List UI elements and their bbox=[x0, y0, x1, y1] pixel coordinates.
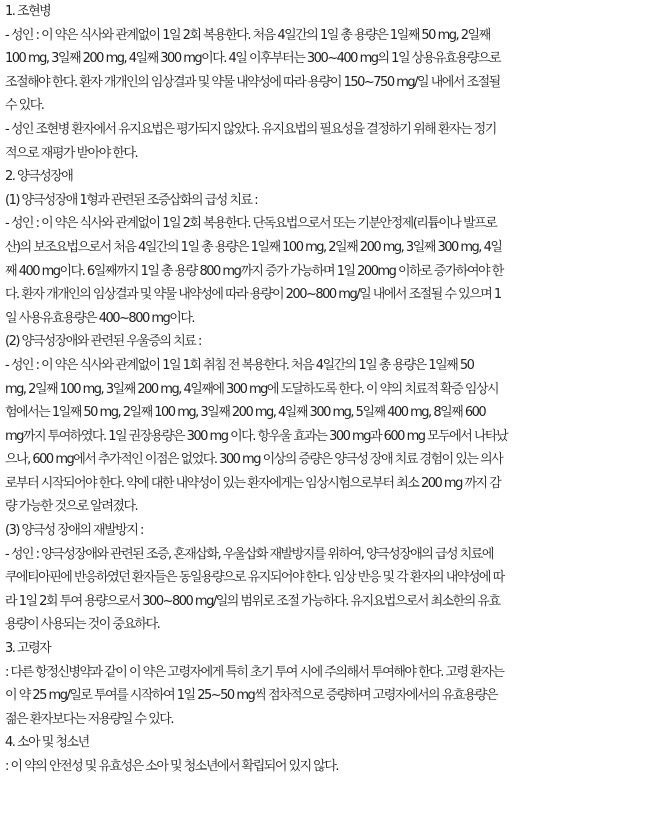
text-line: 량 가능한 것으로 알려졌다. bbox=[5, 499, 138, 515]
text-line: 조절해야 한다. 환자 개개인의 임상결과 및 약물 내약성에 따라 용량이 150~750 mg/일 내에서 조절될 bbox=[5, 74, 500, 90]
text-line: - 성인 : 이 약은 식사와 관계없이 1일 2회 복용한다. 단독요법으로서 또는 기분안정제(리튬이나 발프로 bbox=[5, 216, 497, 232]
text-line: 로부터 시작되어야 한다. 약에 대한 내약성이 있는 환자에게는 임상시험으로부터 최소 200 mg 까지 감 bbox=[5, 475, 501, 491]
text-line: 이 약 25 mg/일로 투여를 시작하여 1일 25~50 mg씩 점차적으로 증량하며 고령자에서의 유효용량은 bbox=[5, 688, 498, 704]
text-line: (3) 양극성 장애의 재발방지 : bbox=[5, 523, 143, 539]
text-line: - 성인 : 이 약은 식사와 관계없이 1일 1회 취침 전 복용한다. 처음 4일간의 1일 총 용량은 1일째 50 bbox=[5, 357, 474, 373]
text-line: 3. 고령자 bbox=[5, 641, 51, 657]
text-line: (2) 양극성장애와 관련된 우울증의 치료 : bbox=[5, 334, 201, 350]
text-line: 험에서는 1일째 50 mg, 2일째 100 mg, 3일째 200 mg, 4일째 300 mg, 5일째 400 mg, 8일째 600 bbox=[5, 405, 486, 421]
text-line: 다. 환자 개개인의 임상결과 및 약물 내약성에 따라 용량이 200~800 mg/일 내에서 조절될 수 있으며 1 bbox=[5, 287, 501, 303]
text-line: 젊은 환자보다는 저용량일 수 있다. bbox=[5, 711, 173, 727]
text-line: 산)의 보조요법으로서 처음 4일간의 1일 총 용량은 1일째 100 mg, 2일째 200 mg, 3일째 300 mg, 4일 bbox=[5, 239, 502, 255]
text-line: 으나, 600 mg에서 추가적인 이점은 없었다. 300 mg 이상의 증량은 양극성 장애 치료 경험이 있는 의사 bbox=[5, 452, 503, 468]
text-line: 용량이 사용되는 것이 중요하다. bbox=[5, 617, 160, 633]
text-line: - 성인 : 양극성장애와 관련된 조증, 혼재삽화, 우울삽화 재발방지를 위하여, 양극성장애의 급성 치료에 bbox=[5, 546, 493, 562]
text-line: 라 1일 2회 투여 용량으로서 300~800 mg/일의 범위로 조절 가능하다. 유지요법으로서 최소한의 유효 bbox=[5, 593, 500, 609]
dosage-document bbox=[5, 0, 667, 779]
text-line: 째 400 mg이다. 6일째까지 1일 총 용량 800 mg까지 증가 가능하며 1일 200mg 이하로 증가하여야 한 bbox=[5, 263, 503, 279]
text-line: 쿠에티아핀에 반응하였던 환자들은 동일용량으로 유지되어야 한다. 임상 반응 및 각 환자의 내약성에 따 bbox=[5, 570, 504, 586]
text-line: 100 mg, 3일째 200 mg, 4일째 300 mg이다. 4일 이후부터는 300~400 mg의 1일 상용유효용량으로 bbox=[5, 51, 501, 67]
text-line: : 이 약의 안전성 및 유효성은 소아 및 청소년에서 확립되어 있지 않다. bbox=[5, 759, 339, 774]
text-line: - 성인 : 이 약은 식사와 관계없이 1일 2회 복용한다. 처음 4일간의 1일 총 용량은 1일째 50 mg, 2일째 bbox=[5, 27, 490, 43]
text-line: 2. 양극성장애 bbox=[5, 169, 73, 185]
text-line: 1. 조현병 bbox=[5, 4, 51, 19]
text-line: 적으로 재평가 받아야 한다. bbox=[5, 145, 138, 161]
text-line: - 성인 조현병 환자에서 유지요법은 평가되지 않았다. 유지요법의 필요성을 결정하기 위해 환자는 정기 bbox=[5, 121, 496, 137]
text-line: mg까지 투여하였다. 1일 권장용량은 300 mg 이다. 항우울 효과는 300 mg과 600 mg 모두에서 나타났 bbox=[5, 428, 508, 444]
text-line: 일 사용유효용량은 400~800 mg이다. bbox=[5, 310, 195, 326]
text-line: : 다른 항정신병약과 같이 이 약은 고령자에게 특히 초기 투여 시에 주의해서 투여해야 한다. 고령 환자는 bbox=[5, 664, 504, 680]
text-line: 수 있다. bbox=[5, 98, 44, 114]
text-line: (1) 양극성장애 1형과 관련된 조증삽화의 급성 치료 : bbox=[5, 192, 258, 208]
text-line: 4. 소아 및 청소년 bbox=[5, 735, 89, 751]
text-line: mg, 2일째 100 mg, 3일째 200 mg, 4일째에 300 mg에 도달하도록 한다. 이 약의 치료적 확증 임상시 bbox=[5, 381, 499, 397]
